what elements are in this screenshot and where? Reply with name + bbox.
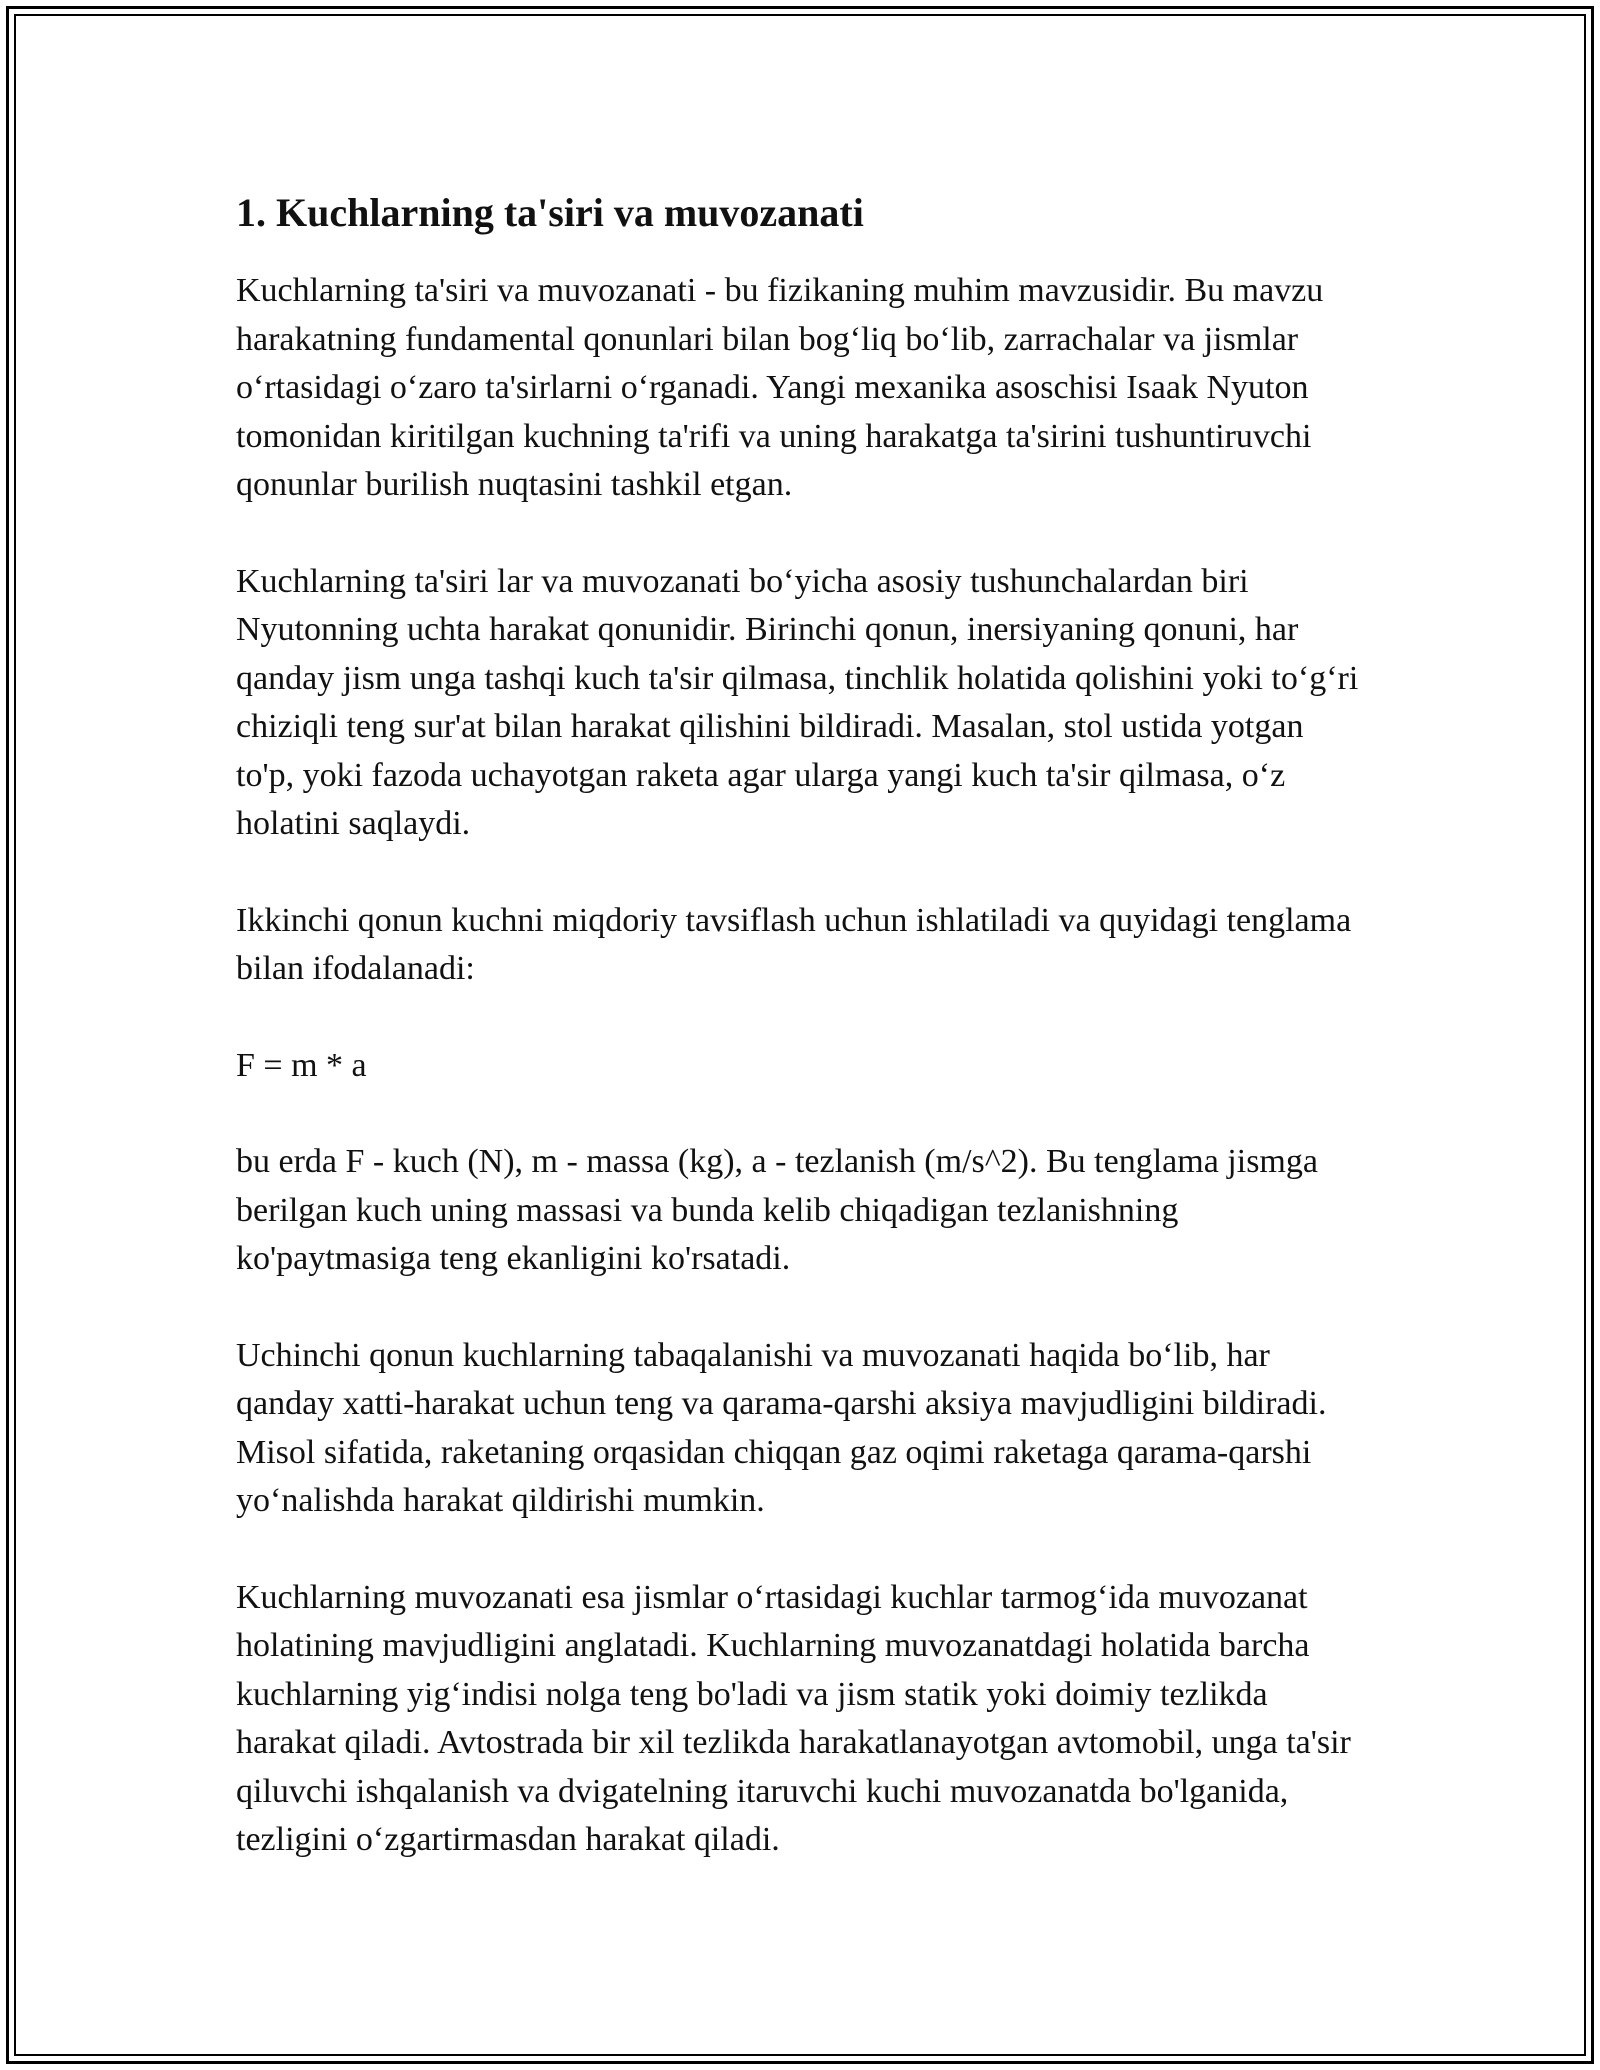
paragraph-formula-explanation: bu erda F - kuch (N), m - massa (kg), a - tezlanish (m/s^2). Bu tenglama jismga berilgan kuch uning massasi va bunda kelib chiqadigan tezlanishning ko'paytmasiga teng ekanligini ko'rsatadi. [236, 1143, 1318, 1277]
document-body [236, 185, 1366, 1865]
paragraph-first-law: Kuchlarning ta'siri lar va muvozanati bo‘yicha asosiy tushunchalardan biri Nyutonning uchta harakat qonunidir. Birinchi qonun, inersiyaning qonuni, har qanday jism unga tashqi kuch ta'sir qilmasa, tinchlik holatida qolishini yoki to‘g‘ri chiziqli teng sur'at bilan harakat qilishini bildiradi. Masalan, stol ustida yotgan to'p, yoki fazoda uchayotgan raketa agar ularga yangi kuch ta'sir qilmasa, o‘z holatini saqlaydi. [236, 562, 1359, 842]
paragraph-third-law: Uchinchi qonun kuchlarning tabaqalanishi va muvozanati haqida bo‘lib, har qanday xatti-harakat uchun teng va qarama-qarshi aksiya mavjudligini bildiradi. Misol sifatida, raketaning orqasidan chiqqan gaz oqimi raketaga qarama-qarshi yo‘nalishda harakat qildirishi mumkin. [236, 1336, 1327, 1519]
paragraph-second-law: Ikkinchi qonun kuchni miqdoriy tavsiflash uchun ishlatiladi va quyidagi tenglama bilan ifodalanadi: [236, 901, 1352, 987]
paragraph-equilibrium: Kuchlarning muvozanati esa jismlar o‘rtasidagi kuchlar tarmog‘ida muvozanat holatining mavjudligini anglatadi. Kuchlarning muvozanatdagi holatida barcha kuchlarning yig‘indisi nolga teng bo'ladi va jism statik yoki doimiy tezlikda harakat qiladi. Avtostrada bir xil tezlikda harakatlanayotgan avtomobil, unga ta'sir qiluvchi ishqalanish va dvigatelning itaruvchi kuchi muvozanatda bo'lganida, tezligini o‘zgartirmasdan harakat qiladi. [236, 1578, 1351, 1858]
paragraph-intro: Kuchlarning ta'siri va muvozanati - bu fizikaning muhim mavzusidir. Bu mavzu harakatning fundamental qonunlari bilan bog‘liq bo‘lib, zarrachalar va jismlar o‘rtasidagi o‘zaro ta'sirlarni o‘rganadi. Yangi mexanika asoschisi Isaak Nyuton tomonidan kiritilgan kuchning ta'rifi va uning harakatga ta'sirini tushuntiruvchi qonunlar burilish nuqtasini tashkil etgan. [236, 272, 1324, 503]
formula: F = m * a [236, 1046, 367, 1084]
section-title: 1. Kuchlarning ta'siri va muvozanati [236, 190, 864, 235]
